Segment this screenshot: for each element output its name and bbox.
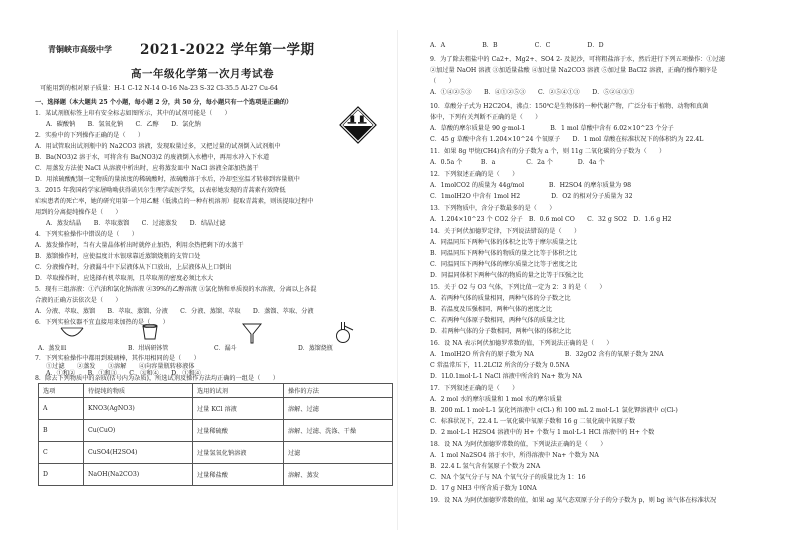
question-line: 用到的分离提纯操作是（ ）: [35, 209, 122, 216]
question-options: A．1.204×10^23 个 CO2 分子 B．0.6 mol CO C．32 g SO2 D．1.6 g H2: [430, 216, 672, 223]
question-line: 13．下列物质中，含分子数最多的是（ ）: [430, 205, 556, 212]
table-header-cell: 选项: [39, 384, 84, 398]
question-options: A．草酸的摩尔质量是 90 g·mol-1 B．1 mol 草酸中含有 6.02×10^23 个分子: [430, 125, 674, 132]
table-cell: B: [39, 420, 84, 442]
question-line: 9．为了除去粗盐中的 Ca2+、Mg2+、SO4 2- 及泥沙，可将粗盐溶于水，然后进行下列五项操作：①过滤: [430, 56, 726, 63]
table-cell: D: [39, 464, 84, 486]
question-option: B．同温同压下两种气体的物质的量之比等于体积之比: [430, 250, 577, 257]
question-line: 11．如果 8g 甲烷(CH4)含有的分子数为 a 个，则 11g 二氧化碳的分子数为（ ）: [430, 148, 666, 155]
question-line: 4．下列实验操作中错误的是（ ）: [35, 231, 138, 238]
table-row: [39, 442, 393, 464]
question-line: A．蒸发操作时，当有大量晶体析出时就停止加热，利用余热把剩下的水蒸干: [35, 242, 244, 249]
question-options: A．碳酸钠 B．氢氧化钠 C．乙醇 D．氯化钠: [46, 121, 201, 128]
table-cell: 溶解、蒸发: [284, 464, 393, 486]
question-line: 19．设 NA 为阿伏加德罗常数的值，如果 ag 某气态双原子分子的分子数为 p，则 bg 该气体在标准状况: [430, 497, 717, 504]
question-line: 12．下列叙述正确的是（ ）: [430, 171, 519, 178]
table-cell: CuSO4(H2SO4): [84, 442, 193, 464]
question-option: C．同温同压下两种气体的摩尔质量之比等于密度之比: [430, 261, 578, 268]
question-line: 7．下列实验操作中都用到玻璃棒，其作用相同的是（ ）: [35, 355, 200, 362]
table-cell: 过量 KCl 溶液: [193, 398, 284, 420]
question-line: 16．设 NA 表示阿伏加德罗常数的值，下列说法正确的是（ ）: [430, 340, 613, 347]
exam-title: 2021-2022 学年第一学期: [140, 42, 315, 58]
question-option: D．17 g NH3 中所含质子数为 10NA: [430, 485, 537, 492]
section-heading: 一、选择题（本大题共 25 个小题，每小题 2 分，共 50 分，每小题只有一个选项是正确的）: [35, 99, 293, 106]
question-line: D．萃取操作时，应选择有机萃取剂，且萃取剂的密度必须比水大: [35, 275, 214, 282]
table-cell: 溶解、过滤、洗涤、干燥: [284, 420, 393, 442]
question-options: A．1molH2O 所含有的原子数为 NA B．32gO2 含有的氧原子数为 2NA: [430, 351, 664, 358]
apparatus-label-d: D．蒸馏烧瓶: [298, 345, 333, 352]
question-line: D．用浓硫酸配制一定物质的量浓度的稀硫酸时，浓硫酸溶于水后，冷却至室温才转移到容量瓶中: [35, 176, 300, 183]
question-line: C．用蒸发方法使 NaCl 从溶液中析出时，应将蒸发皿中 NaCl 溶液全部加热蒸干: [35, 165, 259, 172]
distillation-flask-icon: [333, 320, 355, 344]
question-option: C．标准状况下，22.4 L 一氧化碳中氧原子数和 16 g 二氧化硫中氧原子数: [430, 418, 636, 425]
question-option: C．NA 个氢气分子与 NA 个氧气分子的质量比为 1：16: [430, 474, 586, 481]
question-line: 合液的正确方法依次是（ ）: [35, 297, 122, 304]
question-options: C．1molH2O 中含有 1mol H2 D．O2 的相对分子质量为 32: [430, 193, 633, 200]
table-row: [39, 420, 393, 442]
question-options: A．A B．B C．C D．D: [430, 42, 604, 49]
corrosive-hazard-icon: [339, 106, 377, 144]
table-cell: 溶解、过滤: [284, 398, 393, 420]
question-line: 1．某试剂瓶标签上印有安全标志如图所示，其中的试剂可能是（ ）: [35, 110, 231, 117]
question-line: A．用试管取出试剂瓶中的 Na2CO3 溶液，发现取量过多，又把过量的试剂倒入试剂瓶中: [35, 143, 281, 150]
question-line: ②加过量 NaOH 溶液 ③加适量盐酸 ④加过量 Na2CO3 溶液 ⑤加过量 BaCl2 溶液，正确的操作顺序是: [430, 67, 718, 74]
question-option: D．2 mol·L-1 H2SO4 溶液中的 H+ 个数与 1 mol·L-1 HCl 溶液中的 H+ 个数: [430, 429, 655, 436]
table-cell: A: [39, 398, 84, 420]
funnel-icon: [242, 322, 262, 344]
apparatus-label-a: A．蒸发皿: [38, 345, 67, 352]
question-line: 15．关于 O2 与 O3 气体，下列比值一定为 2：3 的是（ ）: [430, 284, 606, 291]
question-line: （ ）: [430, 78, 455, 85]
question-line: B．蒸馏操作时，应使温度计水银球靠近蒸馏烧瓶的支管口处: [35, 253, 201, 260]
table-header-row: [39, 384, 393, 398]
question-line: 10．草酸分子式为 H2C2O4，沸点：150℃是生物体的一种代谢产物，广泛分布于植物、动物和真菌: [430, 103, 709, 110]
question-line: 疟疾患者的死亡率，她的研究用第一个用乙醚（低沸点的一种有机溶剂）提取青蒿素，则该提取过程中: [35, 198, 314, 205]
question-line: 18．设 NA 为阿伏加德罗常数的值，下列说法正确的是（ ）: [430, 441, 607, 448]
exam-subtitle: 高一年级化学第一次月考试卷: [131, 68, 274, 80]
table-cell: KNO3(AgNO3): [84, 398, 193, 420]
table-cell: NaOH(Na2CO3): [84, 464, 193, 486]
question-line: 体中，下列有关判断不正确的是（ ）: [430, 114, 542, 121]
question-option: A．同温同压下两种气体的体积之比等于摩尔质量之比: [430, 239, 577, 246]
question-option: B．200 mL 1 mol·L-1 氯化钙溶液中 c(Cl-) 和 100 mL 2 mol·L-1 氯化钾溶液中 c(Cl-): [430, 407, 678, 414]
question-line: 17．下列叙述正确的是（ ）: [430, 385, 519, 392]
question-line: B．Ba(NO3)2 溶于水，可将含有 Ba(NO3)2 的废液倒入水槽中，再用水冲入下水道: [35, 154, 270, 161]
apparatus-label-b: B．坩埚研钵管: [128, 345, 169, 352]
question-options: A．0.5a 个 B．a C．2a 个 D．4a 个: [430, 159, 605, 166]
question-option: A．1 mol Na2SO4 溶于水中，所得溶液中 Na+ 个数为 NA: [430, 452, 599, 459]
table-cell: 过量氢氧化钠溶液: [193, 442, 284, 464]
table-row: [39, 464, 393, 486]
table-cell: Cu(CuO): [84, 420, 193, 442]
column-divider: [397, 30, 398, 530]
question-line: 14．关于阿伏加德罗定律，下列说法错误的是（ ）: [430, 228, 581, 235]
question-option: D．同温同体积下两种气体的物质的量之比等于压强之比: [430, 272, 584, 279]
question-option: A．2 mol 水的摩尔质量和 1 mol 水的摩尔质量: [430, 396, 562, 403]
question-options: A．①④②⑤③ B．④①②⑤③ C．②⑤④①③ D．⑤②④③①: [430, 89, 635, 96]
school-name: 青铜峡市高级中学: [48, 44, 112, 54]
question-option: B．22.4 L 氢气含有氢原子个数为 2NA: [430, 463, 541, 470]
question-line: ①过滤 ②蒸发 ③溶解 ④向容量瓶转移液体: [46, 363, 195, 370]
question-line: 2．实验中的下列操作正确的是（ ）: [35, 132, 145, 139]
table-cell: 过量稀硫酸: [193, 420, 284, 442]
table-cell: 过量稀盐酸: [193, 464, 284, 486]
evaporating-dish-icon: [60, 326, 84, 340]
table-cell: 过滤: [284, 442, 393, 464]
question-options: A．蒸发结晶 B．萃取蒸馏 C．过滤蒸发 D．结晶过滤: [46, 220, 226, 227]
question-line: 8．除去下列物质中的杂质(括号内为杂质)，所选试剂及操作方法均正确的一组是（ ）: [35, 375, 279, 382]
question-option: C．若两种气体原子数相同，两种气体的质量之比: [430, 317, 565, 324]
table-cell: C: [39, 442, 84, 464]
table-header-cell: 待提纯的物质: [84, 384, 193, 398]
question-option: A．若两种气体的质量相同，两种气体的分子数之比: [430, 295, 571, 302]
question-line: 6．下列实验仪器不宜直接用来加热的是（ ）: [35, 319, 169, 326]
purification-table: [38, 383, 393, 486]
question-line: 5．现有三组溶液：①汽油和氯化钠溶液 ②39%的乙醇溶液 ③氯化钠和单质溴的水溶液，分离以上各混: [35, 286, 317, 293]
table-header-cell: 选用的试剂: [193, 384, 284, 398]
question-option: D．若两种气体的分子数相同，两种气体的体积之比: [430, 328, 572, 335]
question-options: A．①和② B．①和③ C．③和④ D．①和④: [46, 370, 201, 377]
right-column: [400, 0, 794, 550]
apparatus-label-c: C．漏斗: [214, 345, 237, 352]
question-option: C 常温常压下，11.2LCl2 所含的分子数为 0.5NA: [430, 362, 570, 369]
question-options: A．1molCO2 的质量为 44g/mol B．H2SO4 的摩尔质量为 98: [430, 182, 632, 189]
question-line: C．分液操作时，分液漏斗中下层液体从下口放出，上层液体从上口倒出: [35, 264, 232, 271]
crucible-icon: [140, 322, 160, 342]
table-header-cell: 操作的方法: [284, 384, 393, 398]
question-option: B．若温度及压强相同，两种气体的密度之比: [430, 306, 553, 313]
question-line: 3．2015 年我国药学家屠呦呦获得诺贝尔生理学或医学奖，以表彰她发现的青蒿素有效降低: [35, 187, 286, 194]
question-option: D．1L0.1mol·L-1 NaCl 溶液中所含的 Na+ 数为 NA: [430, 373, 583, 380]
atomic-masses: 可能用到的相对原子质量：H-1 C-12 N-14 O-16 Na-23 S-32 Cl-35.5 Al-27 Cu-64: [40, 85, 278, 92]
question-options: A．分液、萃取、蒸馏 B．萃取、蒸馏、分液 C．分液、蒸馏、萃取 D．蒸馏、萃取、分液: [35, 308, 314, 315]
table-row: [39, 398, 393, 420]
question-options: C．45 g 草酸中含有 1.204×10^24 个氧原子 D．1 mol 草酸在标准状况下的体积约为 22.4L: [430, 136, 704, 143]
